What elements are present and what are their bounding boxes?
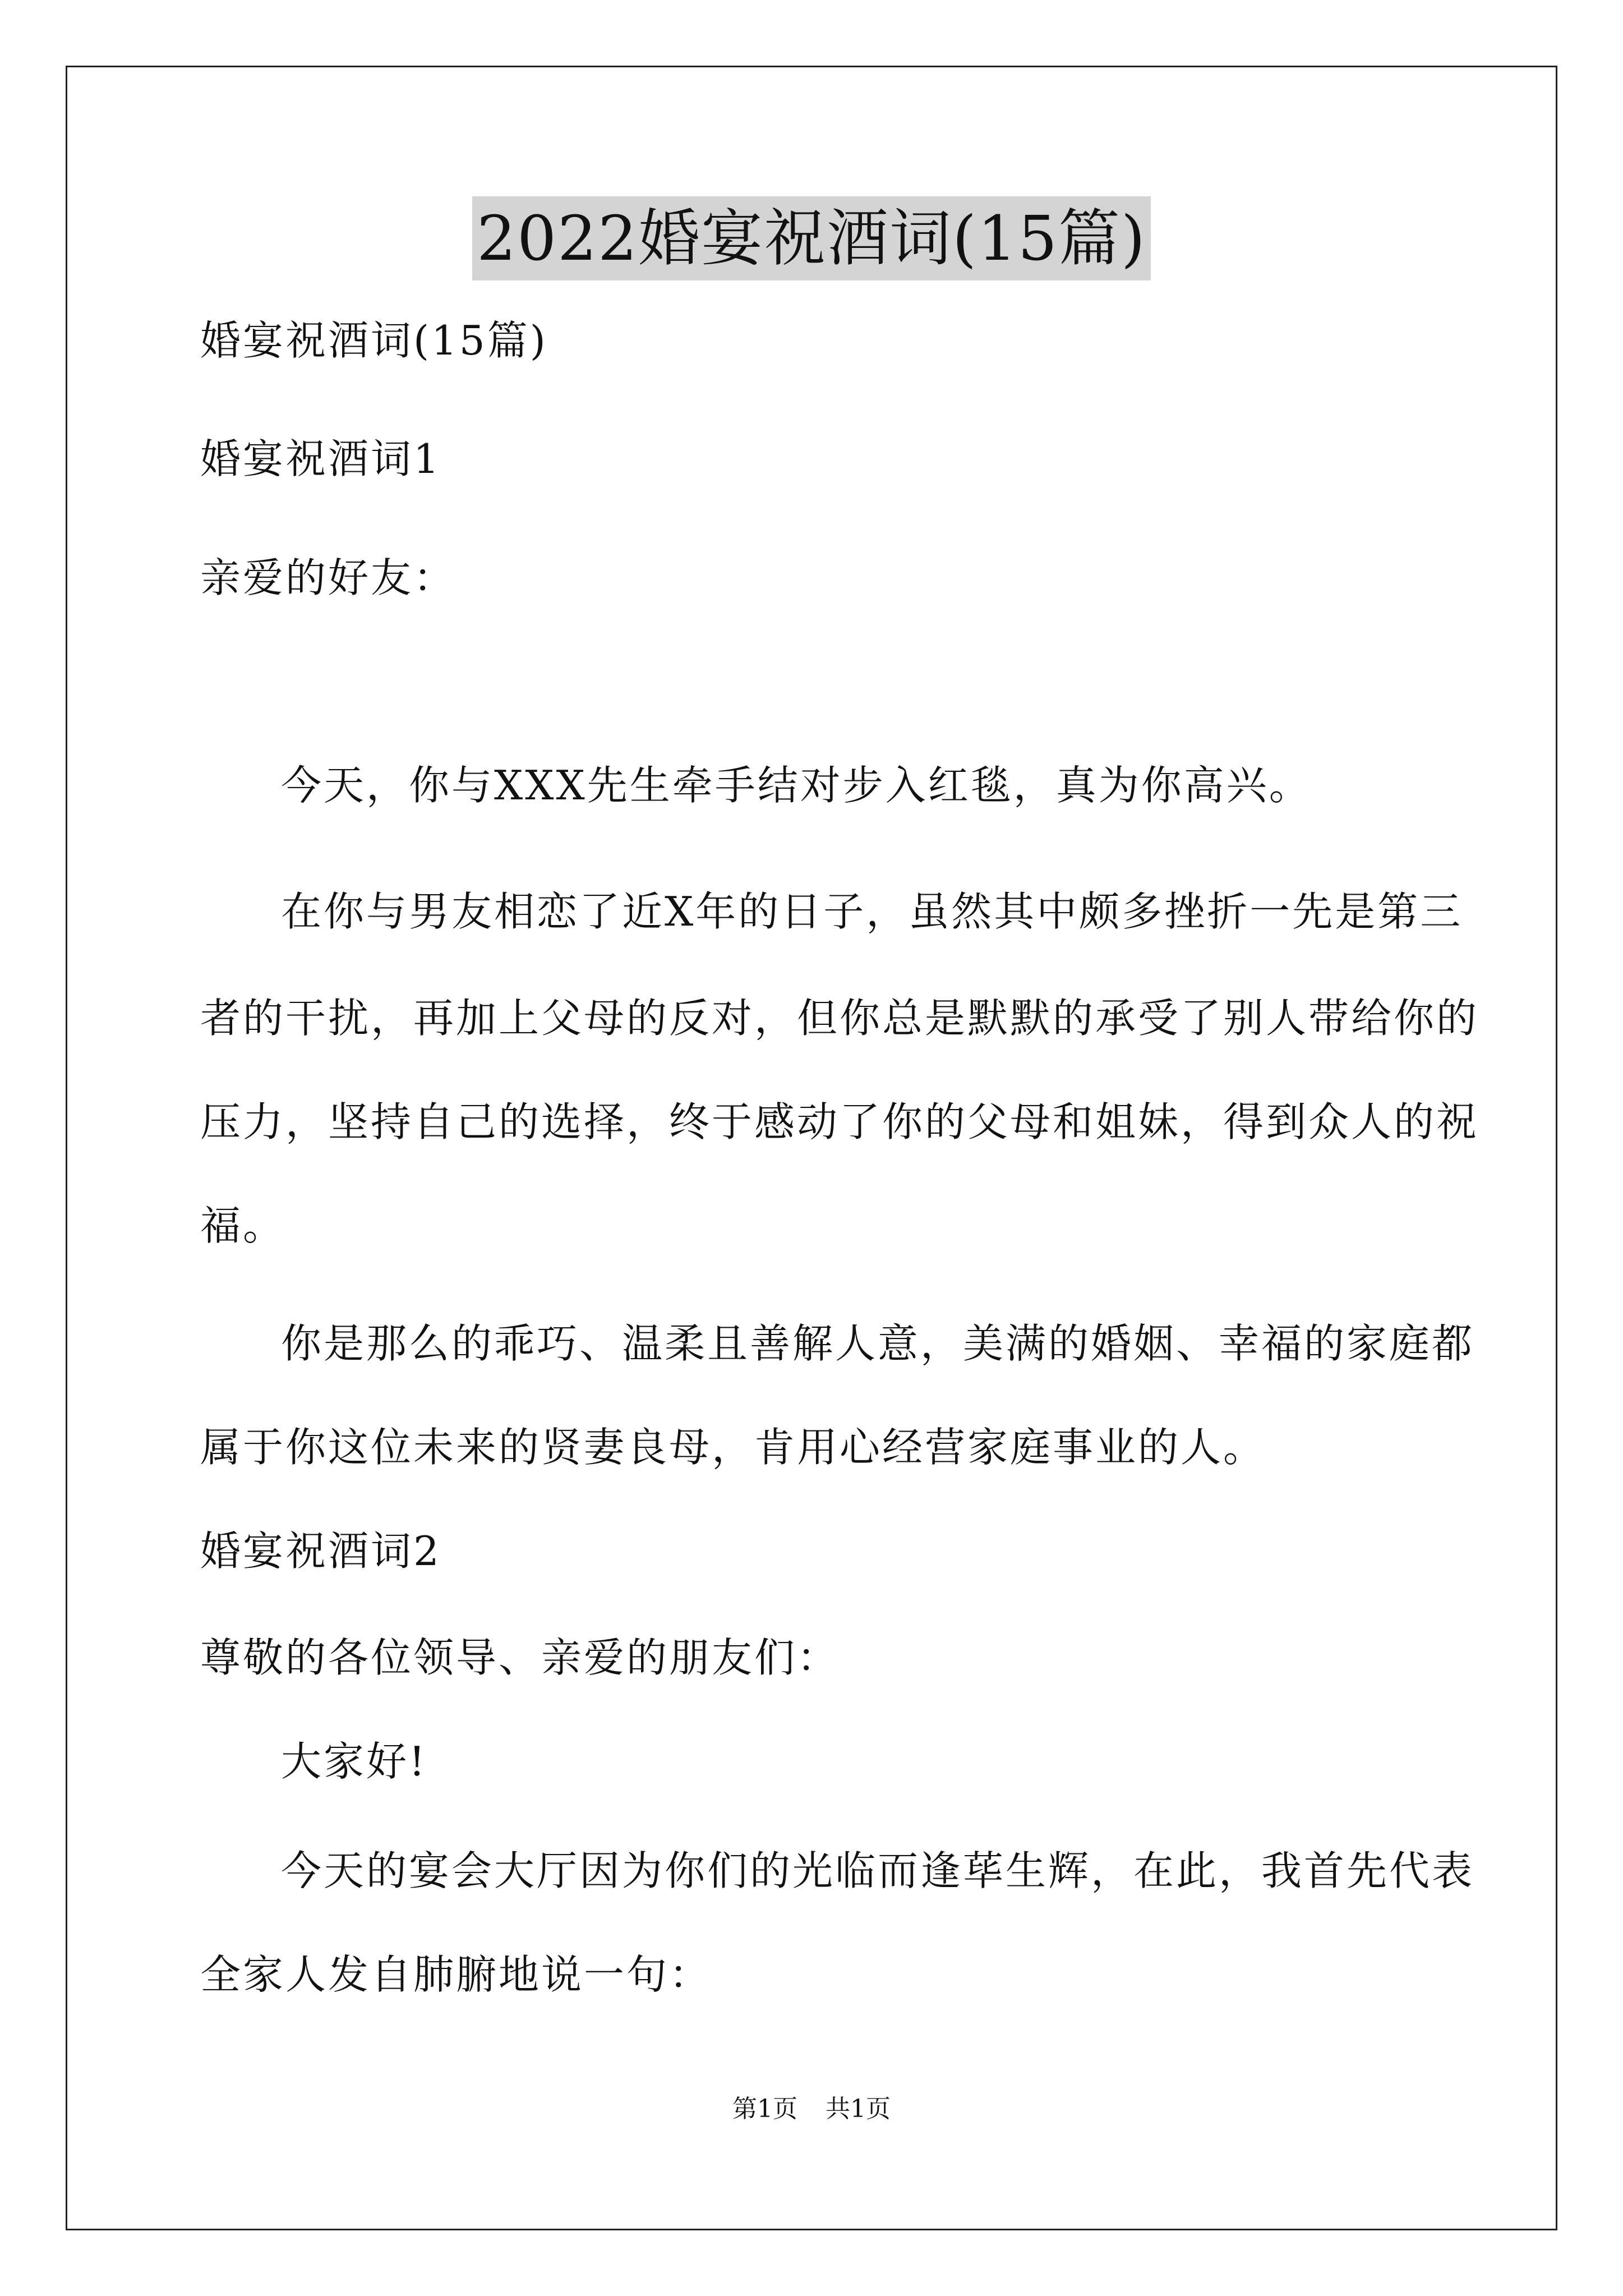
document-title: 2022婚宴祝酒词(15篇) [472,196,1151,280]
paragraph-line: 今天，你与XXX先生牵手结对步入红毯，真为你高兴。 [281,762,1312,809]
section-heading-2: 婚宴祝酒词2 [200,1527,441,1575]
paragraph-line: 属于你这位未来的贤妻良母，肯用心经营家庭事业的人。 [200,1424,1266,1471]
paragraph-line: 在你与男友相恋了近X年的日子，虽然其中颇多挫折一先是第三 [281,888,1463,935]
paragraph-line: 者的干扰，再加上父母的反对，但你总是默默的承受了别人带给你的 [200,995,1479,1042]
page-number: 第1页 [732,2095,797,2123]
paragraph-line: 今天的宴会大厅因为你们的光临而逢荜生辉，在此，我首先代表 [281,1847,1475,1894]
page-total: 共1页 [826,2095,891,2123]
subtitle-line: 婚宴祝酒词(15篇) [200,317,548,364]
paragraph-line: 福。 [200,1202,286,1249]
section-heading-1: 婚宴祝酒词1 [200,435,441,482]
page-footer [0,2092,1623,2126]
paragraph-line: 你是那么的乖巧、温柔且善解人意，美满的婚姻、幸福的家庭都 [281,1320,1475,1367]
paragraph-line: 全家人发自肺腑地说一句： [200,1951,712,1998]
salutation-line: 亲爱的好友： [200,554,457,601]
title-container [0,196,1623,280]
greeting-line: 大家好! [281,1738,427,1785]
salutation-line: 尊敬的各位领导、亲爱的朋友们： [200,1634,840,1681]
paragraph-line: 压力，坚持自己的选择，终于感动了你的父母和姐妹，得到众人的祝 [200,1098,1479,1145]
